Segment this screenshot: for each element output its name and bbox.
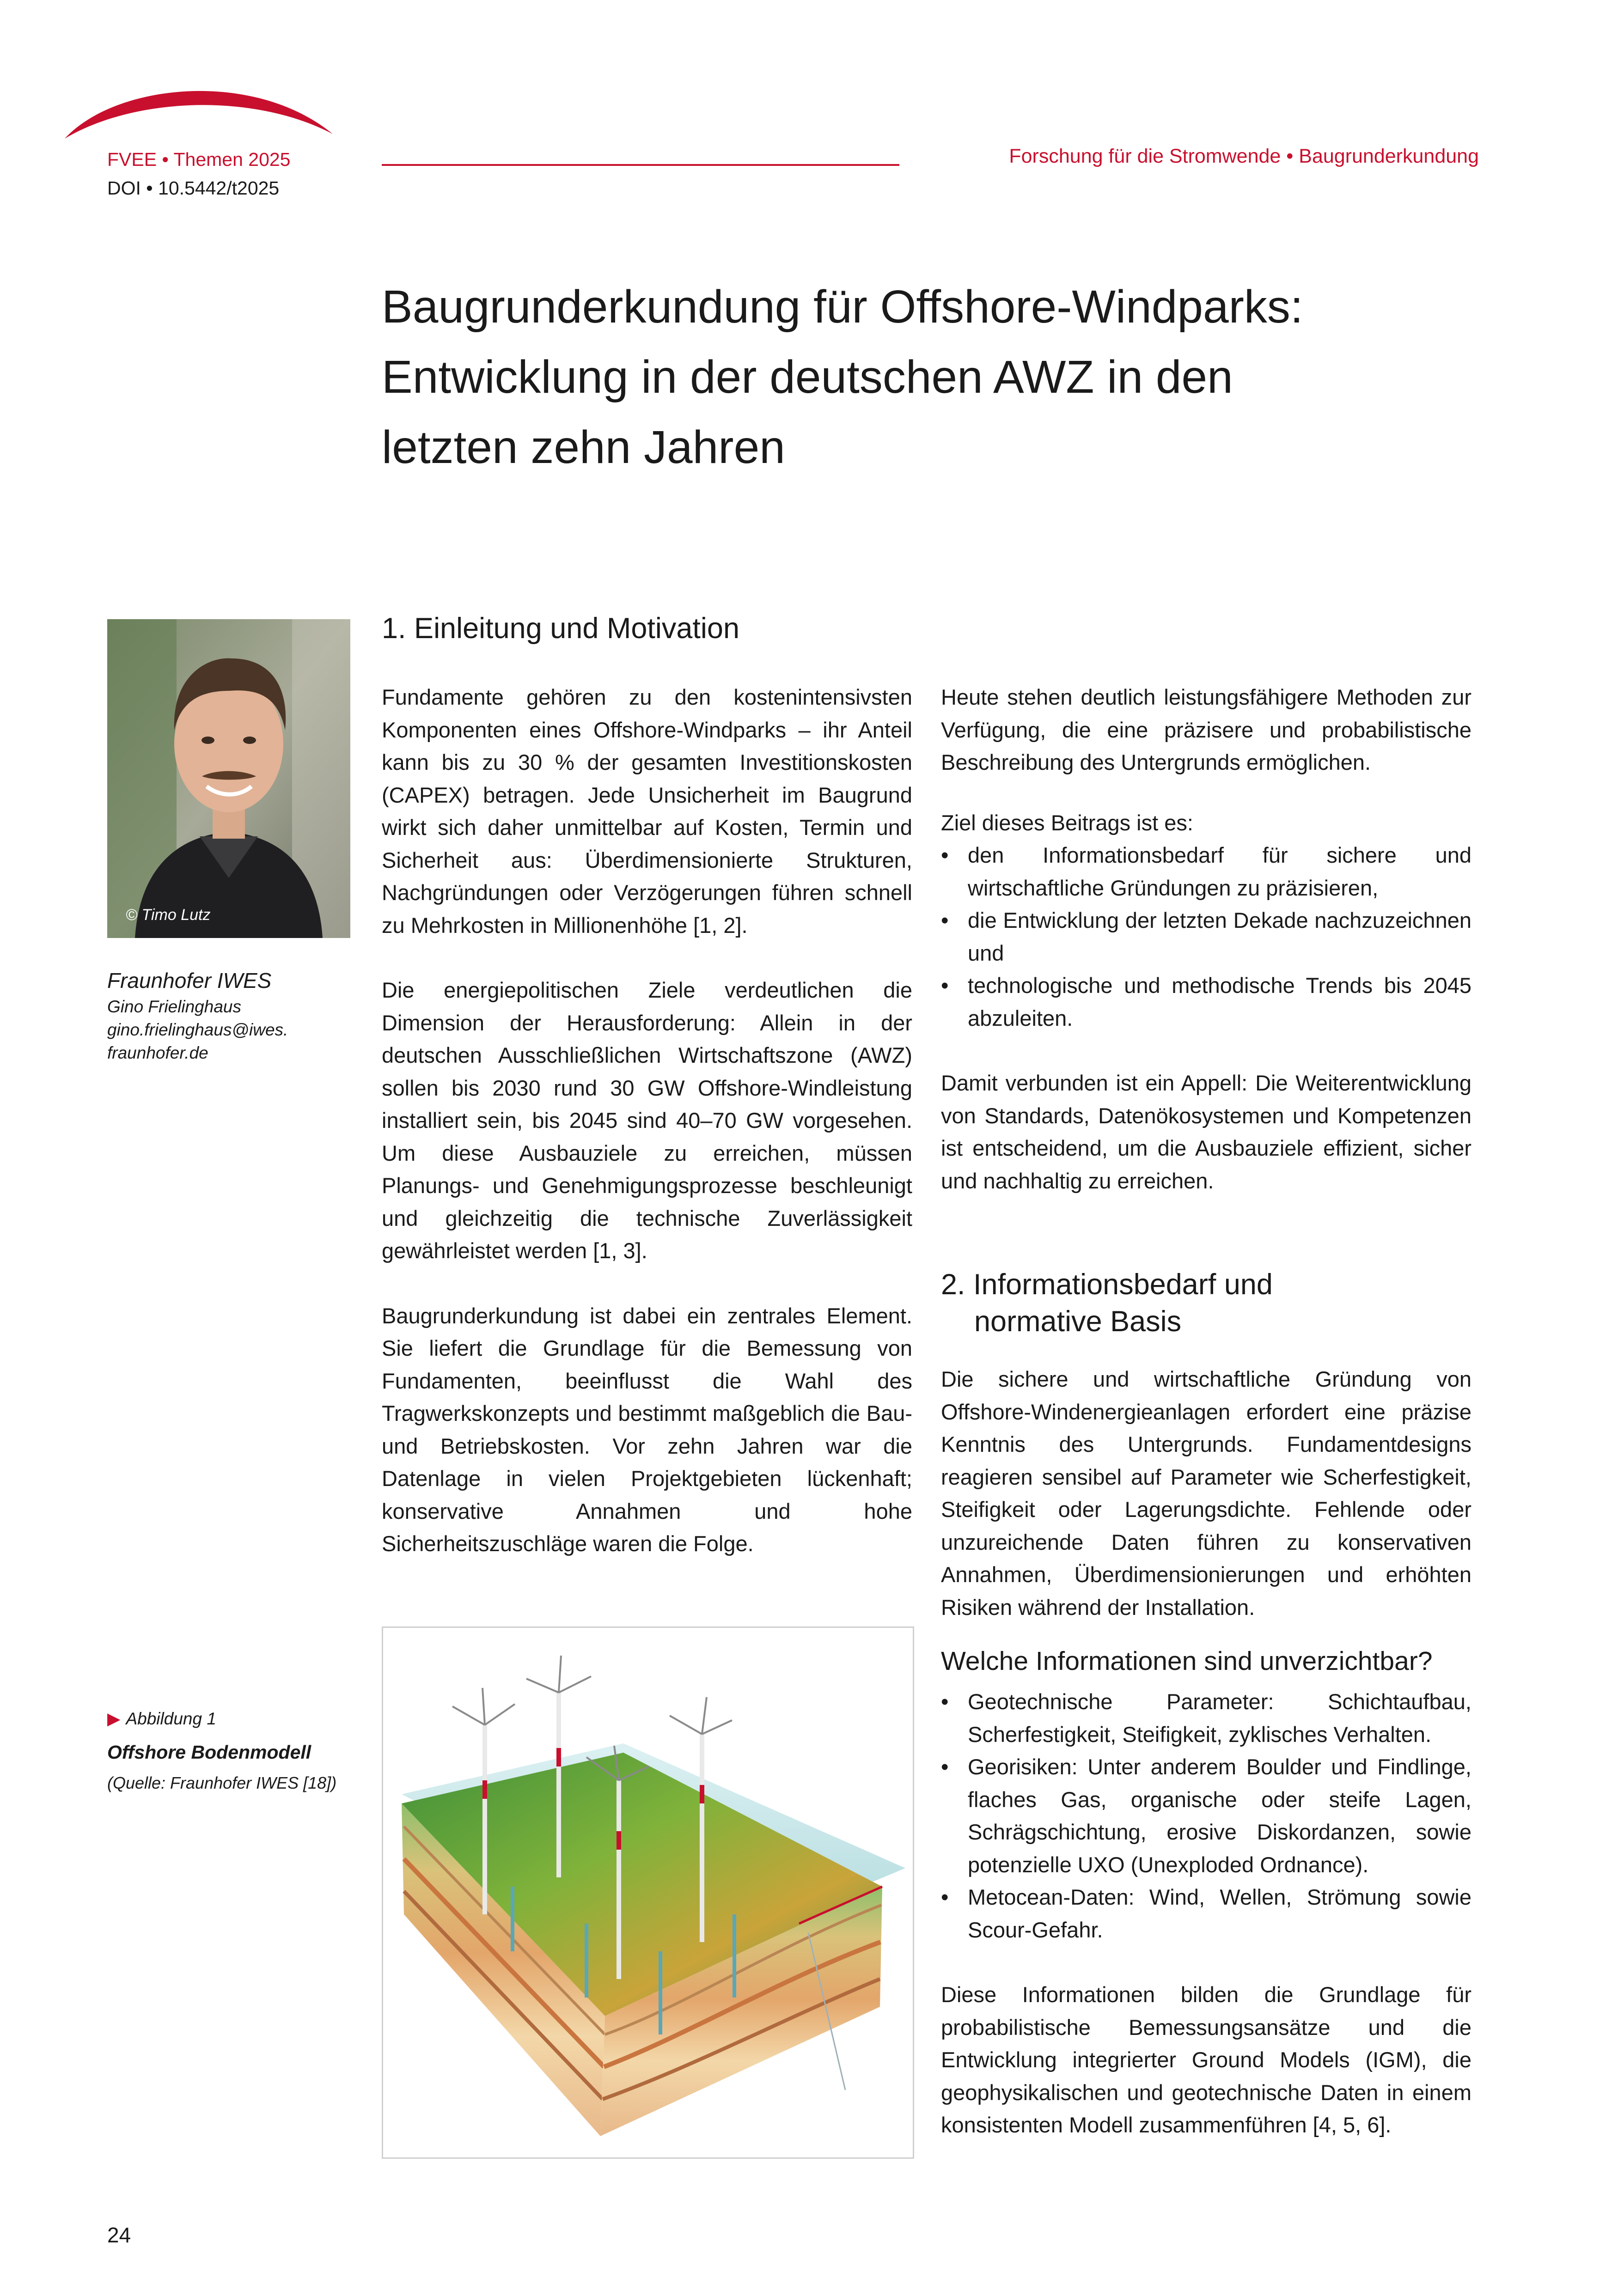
running-title: Forschung für die Stromwende • Baugrunderkundung: [1009, 145, 1479, 167]
goal-intro: Ziel dieses Beitrags ist es:: [941, 810, 1193, 835]
figure-offshore-ground-model: [382, 1626, 914, 2159]
author-email-line: gino.frielinghaus@iwes.: [107, 1020, 288, 1039]
paragraph: Die sichere und wirtschaftliche Gründung von Offshore-Windenergieanlagen erfordert eine präzise Kenntnis des Untergrunds. Fundamentdesigns reagieren sensibel auf Parameter wie Scherfestigkeit, Steifigkeit oder Lagerungsdichte. Fehlende oder unzureichende Daten führen zu konservativen Annahmen, Überdimensionierungen und erhöhten Risiken während der Installation.: [941, 1367, 1471, 1620]
doi-label: DOI • 10.5442/t2025: [107, 177, 280, 199]
paragraph: Heute stehen deutlich leistungsfähigere Methoden zur Verfügung, die eine präzisere und probabilistische Beschreibung des Untergrunds ermöglichen.: [941, 685, 1471, 774]
header-rule: [382, 164, 899, 166]
list-item: • die Entwicklung der letzten Dekade nachzuzeichnen und: [941, 904, 1471, 969]
section-heading-line: 2. Informationsbedarf und: [941, 1268, 1273, 1301]
figure-source: (Quelle: Fraunhofer IWES [18]): [107, 1773, 337, 1792]
figure-label: [107, 1705, 366, 1733]
figure-label-text: Abbildung 1: [126, 1709, 216, 1728]
author-photo: [107, 619, 350, 938]
list-item: • Georisiken: Unter anderem Boulder und Findlinge, flaches Gas, organische oder steife Lagen, Schrägschichtung, erosive Diskordanzen, sowie potenzielle UXO (Unexploded Ordnance).: [941, 1751, 1471, 1881]
author-email[interactable]: [107, 1018, 366, 1065]
author-affiliation: [107, 966, 366, 1065]
list-item: • Metocean-Daten: Wind, Wellen, Strömung sowie Scour-Gefahr.: [941, 1881, 1471, 1946]
paragraph: Diese Informationen bilden die Grundlage für probabilistische Bemessungsansätze und die Entwicklung integrierter Ground Models (IGM), die geophysikalischen und geotechnische Daten in einem konsistenten Modell zusammenführen [4, 5, 6].: [941, 1982, 1471, 2137]
author-portrait-image: [107, 619, 350, 938]
paragraph: Baugrunderkundung ist dabei ein zentrales Element. Sie liefert die Grundlage für die Bemessung von Fundamenten, beeinflusst die Wahl des Tragwerkskonzepts und bestimmt maßgeblich die Bau- und Betriebskosten. Vor zehn Jahren war die Datenlage in vielen Projektgebieten lückenhaft; konservative Annahmen und hohe Sicherheitszuschläge waren die Folge.: [382, 1303, 912, 1556]
title-line: Baugrunderkundung für Offshore-Windparks:: [382, 281, 1303, 333]
header-meta: [107, 145, 291, 202]
section-heading: 1. Einleitung und Motivation: [382, 612, 739, 645]
author-email-line: fraunhofer.de: [107, 1043, 208, 1062]
section-heading-line: normative Basis: [974, 1305, 1182, 1338]
author-name: Gino Frielinghaus: [107, 997, 241, 1016]
paragraph: Fundamente gehören zu den kostenintensivsten Komponenten eines Offshore-Windparks – ihr Anteil kann bis zu 30 % der gesamten Investitionskosten (CAPEX) betragen. Jede Unsicherheit im Baugrund wirkt sich daher unmittelbar auf Kosten, Termin und Sicherheit aus: Überdimensionierte Strukturen, Nachgründungen oder Verzögerungen führen schnell zu Mehrkosten in Millionenhöhe [1, 2].: [382, 685, 912, 938]
text-column-left: [382, 681, 912, 1593]
figure-caption: [107, 1705, 366, 1795]
subheading: Welche Informationen sind unverzichtbar?: [941, 1646, 1433, 1676]
title-line: Entwicklung in der deutschen AWZ in den: [382, 351, 1233, 403]
text-column-right-section2: [941, 1363, 1471, 2174]
title-line: letzten zehn Jahren: [382, 421, 785, 473]
page-number: 24: [107, 2223, 131, 2247]
caret-right-icon: ▶: [107, 1709, 121, 1728]
author-organization: Fraunhofer IWES: [107, 968, 272, 993]
list-item: • technologische und methodische Trends bis 2045 abzuleiten.: [941, 969, 1471, 1035]
goal-list: [941, 839, 1471, 1035]
text-column-right: [941, 681, 1471, 1230]
ground-model-illustration: [383, 1628, 913, 2157]
info-list: [941, 1686, 1471, 1946]
header-arc-logo: [60, 74, 337, 143]
list-item: • Geotechnische Parameter: Schichtaufbau, Scherfestigkeit, Steifigkeit, zyklisches Verhalten.: [941, 1686, 1471, 1751]
article-title: [382, 272, 1445, 482]
paragraph: Die energiepolitischen Ziele verdeutlichen die Dimension der Herausforderung: Allein in der deutschen Ausschließlichen Wirtschaftszone (AWZ) sollen bis 2030 rund 30 GW Offshore-Windleistung installiert sein, bis 2045 sind 40–70 GW vorgesehen. Um diese Ausbauziele zu erreichen, müssen Planungs- und Genehmigungsprozesse beschleunigt und gleichzeitig die technische Zuverlässigkeit gewährleistet werden [1, 3].: [382, 978, 912, 1263]
figure-title: Offshore Bodenmodell: [107, 1742, 311, 1763]
list-item: • den Informationsbedarf für sichere und wirtschaftliche Gründungen zu präzisieren,: [941, 839, 1471, 904]
photo-credit: © Timo Lutz: [126, 906, 211, 924]
series-label: FVEE • Themen 2025: [107, 149, 291, 170]
paragraph: Damit verbunden ist ein Appell: Die Weiterentwicklung von Standards, Datenökosystemen und Kompetenzen ist entscheidend, um die Ausbauziele effizient, sicher und nachhaltig zu erreichen.: [941, 1071, 1471, 1193]
section-heading: [941, 1266, 1273, 1340]
